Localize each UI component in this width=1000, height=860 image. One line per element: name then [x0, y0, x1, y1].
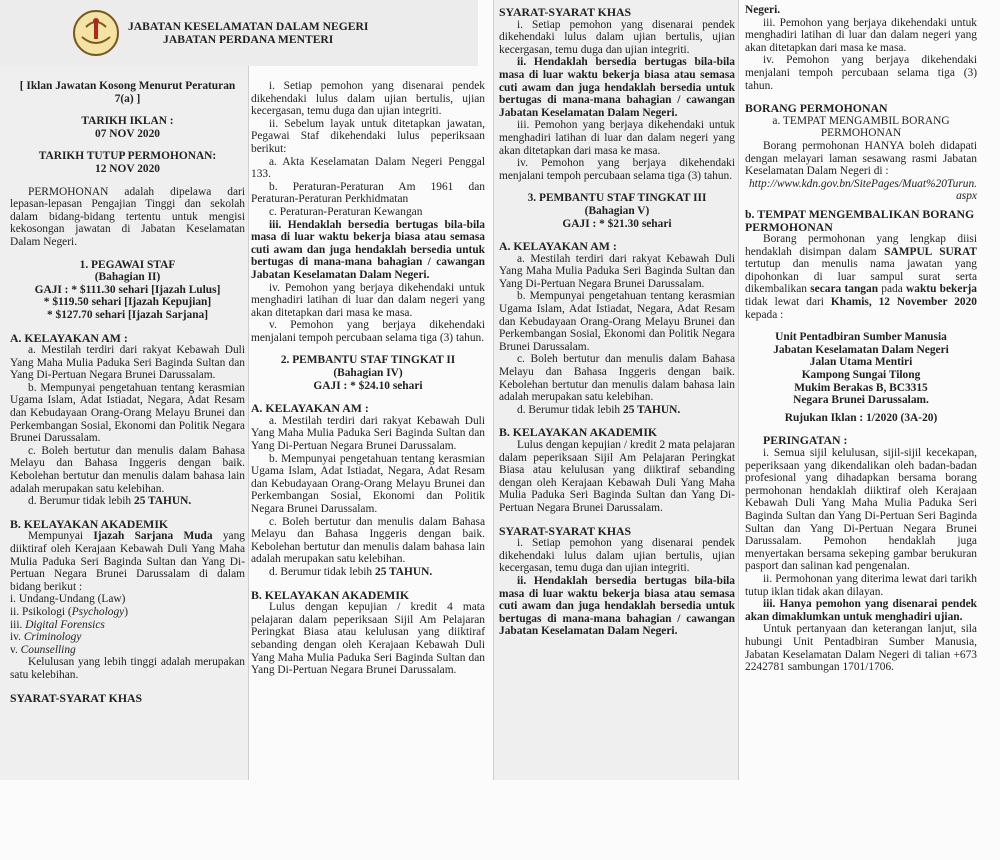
post2-title: 2. PEMBANTU STAF TINGKAT II	[280, 354, 456, 367]
column-4	[745, 0, 977, 780]
column-divider	[248, 0, 249, 780]
post1-special-2b: b. Peraturan-Peraturan Am 1961 dan Peraturan-Peraturan Perkhidmatan	[251, 180, 485, 206]
post1-req-a: a. Mestilah terdiri dari rakyat Kebawah Duli Yang Maha Mulia Paduka Seri Baginda Sultan dan Yang Di-Pertuan Negara Brunei Darussalam.	[10, 344, 245, 382]
notice-type: [ Iklan Jawatan Kosong Menurut Peraturan 7(a) ]	[19, 80, 236, 105]
post3-special-title: SYARAT-SYARAT KHAS	[499, 523, 632, 538]
form-pickup-title: a. TEMPAT MENGAMBIL BORANG PERMOHONAN	[772, 114, 950, 140]
post1-academic-title: B. KELAYAKAN AKADEMIK	[10, 516, 169, 531]
address-line-6: Negara Brunei Darussalam.	[793, 394, 929, 407]
post1-special-5: v. Pemohon yang berjaya dikehendaki menjalani tempoh percubaan selama tiga (3) tahun.	[251, 319, 485, 344]
post2-req-a: a. Mestilah terdiri dari rakyat Kebawah Duli Yang Maha Mulia Paduka Seri Baginda Sultan dan Yang Di-Pertuan Negara Brunei Darussalam.	[251, 414, 485, 453]
post1-special-2c: c. Peraturan-Peraturan Kewangan	[269, 205, 423, 218]
header	[0, 0, 478, 66]
continued-negeri: Negeri.	[745, 4, 781, 16]
post2-band: (Bahagian IV)	[333, 367, 403, 380]
date-value: 07 NOV 2020	[95, 127, 160, 140]
column-divider	[493, 0, 494, 780]
post1-field-1: i. Undang-Undang (Law)	[10, 593, 126, 606]
post1-salary-3: * $127.70 sehari [Ijazah Sarjana]	[46, 308, 209, 321]
post2-special-title: SYARAT-SYARAT KHAS	[499, 5, 632, 19]
post3-req-b: b. Mempunyai pengetahuan tentang kerasmian Ugama Islam, Adat Istiadat, Negara, Adat Resam dan Kebudayaan Orang-Orang Melayu Brunei dan Perkembangan Sosial, Ekonomi dan Politik Negara Brunei Darussalam.	[499, 290, 735, 353]
post2-req-c: c. Boleh bertutur dan menulis dalam Bahasa Melayu dan Bahasa Inggeris dengan baik. Kebolehan bertutur dan menulis dalam bahasa lain adalah merupakan satu kelebihan.	[251, 515, 485, 566]
form-return-text: Borang permohonan yang lengkap diisi hendaklah disimpan dalam SAMPUL SURAT tertutup dan menulis nama jawatan yang dipohonkan di luar sampul surat serta dikembalikan secara tangan pada waktu bekerja tidak lewat dari Khamis, 12 November 2020 kepada :	[745, 233, 977, 321]
date-label: TARIKH IKLAN :	[81, 115, 174, 128]
post2-req-b: b. Mempunyai pengetahuan tentang kerasmian Ugama Islam, Adat Istiadat, Negara, Adat Resam dan Kebudayaan Orang-Orang Melayu Brunei dan Perkembangan Sosial, Ekonomi dan Politik Negara Brunei Darussalam.	[251, 452, 485, 515]
brunei-crest-icon	[72, 9, 120, 57]
column-divider	[738, 0, 739, 780]
post1-salary-2: * $119.50 sehari [Ijazah Kepujian]	[43, 296, 212, 309]
post1-extra: Kelulusan yang lebih tinggi adalah merupakan satu kelebihan.	[10, 656, 245, 681]
post1-req-b: b. Mempunyai pengetahuan tentang kerasmian Ugama Islam, Adat Istiadat, Negara, Adat Resam dan Kebudayaan Orang-Orang Melayu Brunei dan Perkembangan Sosial, Ekonomi dan Politik Negara Brunei Darussalam.	[10, 381, 245, 445]
post3-academic-text: Lulus dengan kepujian / kredit 2 mata pelajaran dalam peperiksaan Sijil Am Pelajaran Peringkat Biasa atau kelulusan yang diiktiraf sebanding dengan oleh Kerajaan Kebawah Duli Yang Maha Mulia Paduka Seri Baginda Sultan dan Yang Di-Pertuan Negara Brunei Darussalam.	[499, 439, 735, 514]
post3-salary: GAJI : * $21.30 sehari	[562, 217, 672, 230]
address-line-2: Jabatan Keselamatan Dalam Negeri	[773, 343, 949, 356]
post3-band: (Bahagian V)	[584, 204, 650, 217]
contact-text: Untuk pertanyaan dan keterangan lanjut, sila hubungi Unit Pentadbiran Sumber Manusia, Jabatan Keselamatan Dalam Negeri di talian +673 2242781 sambungan 1701/1706.	[745, 623, 977, 674]
post2-academic-text: Lulus dengan kepujian / kredit 4 mata pelajaran dalam peperiksaan Sijil Am Pelajaran Peringkat Biasa atau kelulusan yang diiktiraf sebanding dengan oleh Kerajaan Kebawah Duli Yang Maha Mulia Paduka Seri Baginda Sultan dan Yang Di-Pertuan Negara Brunei Darussalam.	[251, 601, 485, 677]
post1-req-c: c. Boleh bertutur dan menulis dalam Bahasa Melayu dan Bahasa Inggeris dengan baik. Kebolehan bertutur dan menulis dalam bahasa lain adalah merupakan satu kelebihan.	[10, 444, 245, 495]
post2-special-4: iv. Pemohon yang berjaya dikehendaki menjalani tempoh percubaan selama tiga (3) tahun.	[499, 157, 735, 182]
reminder-title: PERINGATAN :	[763, 433, 848, 448]
post1-academic-text: Mempunyai Ijazah Sarjana Muda yang diiktiraf oleh Kerajaan Kebawah Duli Yang Maha Mulia Paduka Seri Baginda Sultan dan Yang Di-Pertuan Negara Brunei Darussalam di dalam bidang berikut :	[10, 530, 245, 593]
reference-number: Rujukan Iklan : 1/2020 (3A-20)	[784, 411, 938, 424]
post2-special-2: ii. Hendaklah bersedia bertugas bila-bila masa di luar waktu bekerja biasa atau semasa cuti awam dan juga hendaklah bersedia untuk bertugas di mana-mana bahagian / cawangan Jabatan Keselamatan Dalam Negeri.	[499, 56, 735, 119]
post3-special-4: iv. Pemohon yang berjaya dikehendaki menjalani tempoh percubaan selama tiga (3) tahun.	[745, 54, 977, 92]
reminder-2: ii. Permohonan yang diterima lewat dari tarikh tutup iklan tidak akan dilayan.	[745, 572, 977, 598]
form-return-title: b. TEMPAT MENGEMBALIKAN BORANG PERMOHONAN	[745, 206, 975, 234]
post1-field-5: v. Counselling	[10, 643, 76, 656]
post1-special-1: i. Setiap pemohon yang disenarai pendek dikehendaki lulus dalam ujian bertulis, ujian kecergasan, temu duga dan ujian integriti.	[251, 80, 485, 118]
address-line-5: Mukim Berakas B, BC3315	[794, 381, 928, 394]
reminder-3: iii. Hanya pemohon yang disenarai pendek akan dimaklumkan untuk menghadiri ujian.	[745, 598, 977, 623]
post2-salary: GAJI : * $24.10 sehari	[313, 379, 423, 392]
form-download-link[interactable]: http://www.kdn.gov.bn/SitePages/Muat%20Turun.aspx	[748, 177, 977, 203]
post3-special-1: i. Setiap pemohon yang disenarai pendek dikehendaki lulus dalam ujian bertulis, ujian kecergasan, temu duga dan ujian integriti.	[499, 537, 735, 575]
post2-academic-title: B. KELAYAKAN AKADEMIK	[251, 587, 410, 602]
post1-special-4: iv. Pemohon yang berjaya dikehendaki untuk menghadiri latihan di luar dan dalam negeri yang akan ditetapkan dari masa ke masa.	[251, 281, 485, 319]
post1-special-title: SYARAT-SYARAT KHAS	[10, 690, 143, 705]
post2-special-3: iii. Pemohon yang berjaya dikehendaki untuk menghadiri latihan di luar dan dalam negeri yang akan ditetapkan dari masa ke masa.	[499, 119, 735, 157]
post3-academic-title: B. KELAYAKAN AKADEMIK	[499, 425, 658, 440]
post3-req-c: c. Boleh bertutur dan menulis dalam Bahasa Melayu dan Bahasa Inggeris dengan baik. Kebolehan bertutur dan menulis dalam bahasa lain adalah merupakan satu kelebihan.	[499, 353, 735, 404]
post1-special-3: iii. Hendaklah bersedia bertugas bila-bila masa di luar waktu bekerja biasa atau semasa cuti awam dan juga hendaklah bersedia untuk bertugas di mana-mana bahagian / cawangan Jabatan Keselamatan Dalam Negeri.	[251, 218, 485, 281]
post3-req-d: d. Berumur tidak lebih 25 TAHUN.	[517, 403, 681, 416]
post1-special-2a: a. Akta Keselamatan Dalam Negeri Penggal 133.	[251, 155, 485, 181]
post1-general-title: A. KELAYAKAN AM :	[10, 330, 128, 345]
header-line1: JABATAN KESELAMATAN DALAM NEGERI	[128, 20, 369, 33]
address-line-1: Unit Pentadbiran Sumber Manusia	[775, 331, 947, 344]
form-pickup-text: Borang permohonan HANYA boleh didapati dengan melayari laman sesawang rasmi Jabatan Keselamatan Dalam Negeri di :	[745, 139, 977, 178]
intro-text: PERMOHONAN adalah dipelawa dari lepasan-lepasan Pengajian Tinggi dan sekolah dalam bidang-bidang tertentu untuk mengisi kekosongan jawatan di Jabatan Keselamatan Dalam Negeri.	[10, 185, 245, 248]
post1-field-4: iv. Criminology	[10, 631, 82, 644]
header-line2: JABATAN PERDANA MENTERI	[163, 33, 334, 46]
post1-salary: GAJI : * $111.30 sehari [Ijazah Lulus]	[34, 283, 221, 296]
post1-field-3: iii. Digital Forensics	[10, 618, 105, 631]
address-line-3: Jalan Utama Mentiri	[809, 356, 913, 369]
post1-req-d: d. Berumur tidak lebih 25 TAHUN.	[28, 495, 192, 508]
post1-field-2: ii. Psikologi (Psychology)	[10, 605, 129, 618]
post3-req-a: a. Mestilah terdiri dari rakyat Kebawah Duli Yang Maha Mulia Paduka Seri Baginda Sultan dan Yang Di-Pertuan Negara Brunei Darussalam.	[499, 252, 735, 290]
closing-value: 12 NOV 2020	[95, 162, 160, 175]
address-line-4: Kampong Sungai Tilong	[801, 369, 921, 382]
column-2	[251, 80, 485, 860]
post1-title: 1. PEGAWAI STAF	[79, 258, 176, 271]
post2-req-d: d. Berumur tidak lebih 25 TAHUN.	[269, 565, 433, 578]
header-title	[128, 20, 368, 46]
post2-general-title: A. KELAYAKAN AM :	[251, 401, 369, 416]
post3-title: 3. PEMBANTU STAF TINGKAT III	[527, 192, 707, 205]
form-title: BORANG PERMOHONAN	[745, 101, 888, 116]
post1-special-2: ii. Sebelum layak untuk ditetapkan jawatan, Pegawai Staf dikehendaki lulus peperiksaan berikut:	[251, 117, 485, 155]
closing-label: TARIKH TUTUP PERMOHONAN:	[38, 150, 217, 163]
post2-special-1: i. Setiap pemohon yang disenarai pendek dikehendaki lulus dalam ujian bertulis, ujian kecergasan, temu duga dan ujian integriti.	[499, 18, 735, 56]
post3-general-title: A. KELAYAKAN AM :	[499, 239, 617, 254]
reminder-1: i. Semua sijil kelulusan, sijil-sijil kecekapan, peperiksaan yang dikendalikan oleh badan-badan profesional yang dihadapkan bersama borang permohonan hendaklah diiktiraf oleh Kerajaan Kebawah Duli Yang Maha Mulia Paduka Seri Baginda Sultan dan Yang Di-Pertuan Seri Baginda Sultan dan Yang Di-Pertuan Negara Brunei Darussalam. Pemohon hendaklah juga menyertakan bersama sekeping gambar berukuran pasport dan salinan kad pengenalan.	[745, 447, 977, 573]
post3-special-2: ii. Hendaklah bersedia bertugas bila-bila masa di luar waktu bekerja biasa atau semasa cuti awam dan juga hendaklah bersedia untuk bertugas di mana-mana bahagian / cawangan Jabatan Keselamatan Dalam Negeri.	[499, 574, 735, 638]
post1-band: (Bahagian II)	[94, 271, 161, 284]
post3-special-3: iii. Pemohon yang berjaya dikehendaki untuk menghadiri latihan di luar dan dalam negeri yang akan ditetapkan dari masa ke masa.	[745, 16, 977, 54]
column-3	[499, 0, 735, 780]
